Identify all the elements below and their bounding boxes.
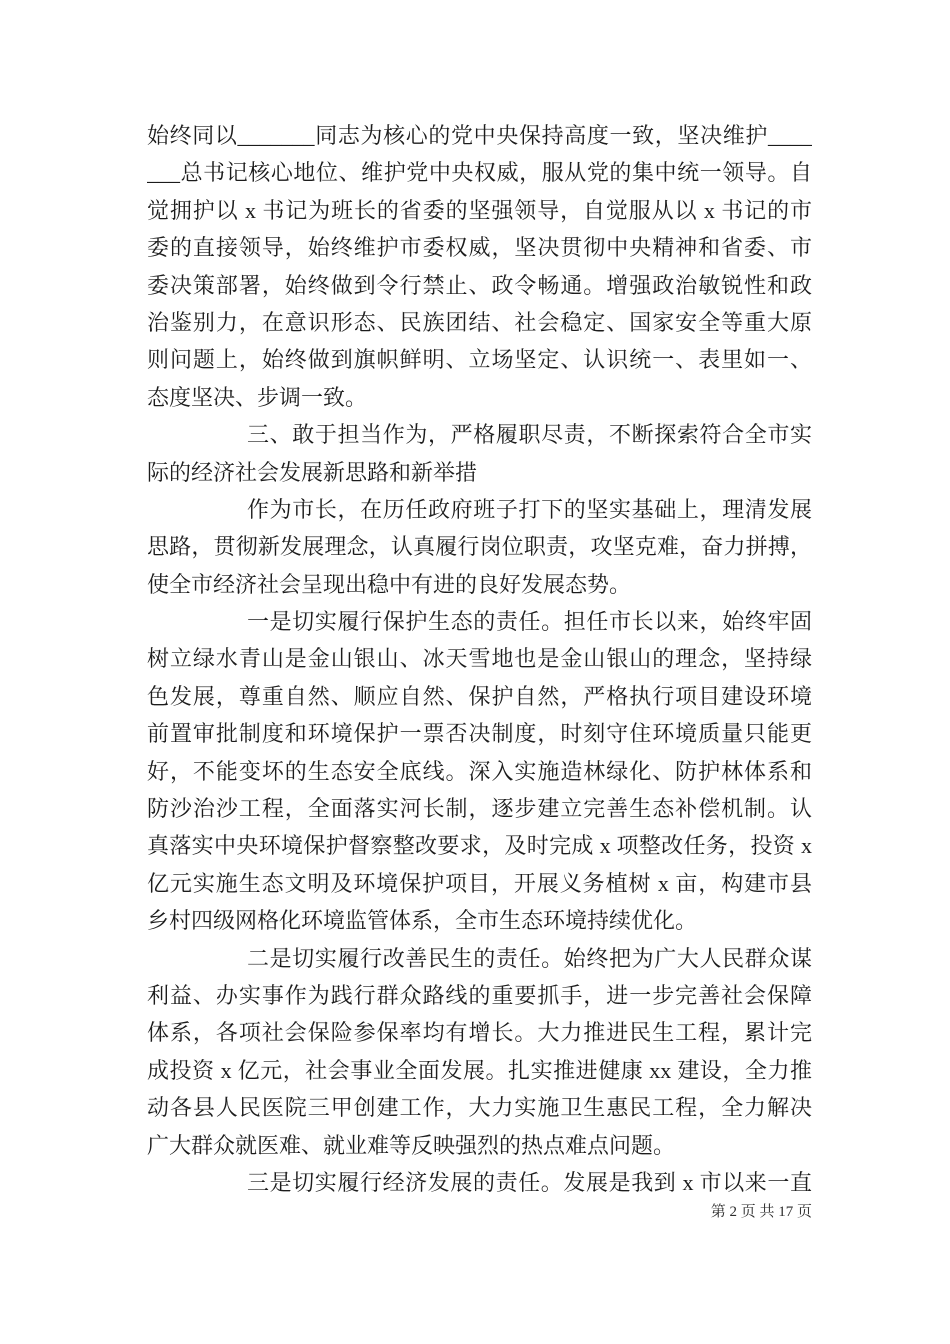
text-line: 三、敢于担当作为，严格履职尽责，不断探索符合全市实 xyxy=(247,422,812,448)
text-line: 态度坚决、步调一致。 xyxy=(147,384,368,410)
text-line: 思路，贯彻新发展理念，认真履行岗位职责，攻坚克难，奋力拼搏， xyxy=(147,534,812,560)
text-line: 使全市经济社会呈现出稳中有进的良好发展态势。 xyxy=(147,571,632,597)
text-line: 成投资 x 亿元，社会事业全面发展。扎实推进健康 xx 建设，全力推 xyxy=(147,1057,812,1083)
text-line: 前置审批制度和环境保护一票否决制度，时刻守住环境质量只能更 xyxy=(147,721,812,747)
text-line: ___总书记核心地位、维护党中央权威，服从党的集中统一领导。自 xyxy=(147,160,812,186)
text-line: 作为市长，在历任政府班子打下的坚实基础上，理清发展 xyxy=(247,496,812,522)
text-line: 色发展，尊重自然、顺应自然、保护自然，严格执行项目建设环境 xyxy=(147,683,812,709)
text-line: 体系，各项社会保险参保率均有增长。大力推进民生工程，累计完 xyxy=(147,1020,812,1046)
text-line: 利益、办实事作为践行群众路线的重要抓手，进一步完善社会保障 xyxy=(147,982,812,1008)
text-line: 治鉴别力，在意识形态、民族团结、社会稳定、国家安全等重大原 xyxy=(147,309,812,335)
text-line: 防沙治沙工程，全面落实河长制，逐步建立完善生态补偿机制。认 xyxy=(147,796,812,822)
text-line: 际的经济社会发展新思路和新举措 xyxy=(147,459,478,485)
text-line: 觉拥护以 x 书记为班长的省委的坚强领导，自觉服从以 x 书记的市 xyxy=(147,197,812,223)
page-number-footer: 第 2 页 共 17 页 xyxy=(710,1204,812,1220)
text-line: 好，不能变坏的生态安全底线。深入实施造林绿化、防护林体系和 xyxy=(147,758,812,784)
text-line: 委的直接领导，始终维护市委权威，坚决贯彻中央精神和省委、市 xyxy=(147,235,812,261)
document-body xyxy=(147,117,812,1201)
text-line: 三是切实履行经济发展的责任。发展是我到 x 市以来一直 xyxy=(247,1169,812,1195)
text-line: 一是切实履行保护生态的责任。担任市长以来，始终牢固 xyxy=(247,609,812,635)
text-line: 委决策部署，始终做到令行禁止、政令畅通。增强政治敏锐性和政 xyxy=(147,272,812,298)
text-line: 广大群众就医难、就业难等反映强烈的热点难点问题。 xyxy=(147,1132,676,1158)
text-line: 二是切实履行改善民生的责任。始终把为广大人民群众谋 xyxy=(247,945,812,971)
text-line: 亿元实施生态文明及环境保护项目，开展义务植树 x 亩，构建市县 xyxy=(147,870,812,896)
text-line: 动各县人民医院三甲创建工作，大力实施卫生惠民工程，全力解决 xyxy=(147,1095,812,1121)
text-line: 乡村四级网格化环境监管体系，全市生态环境持续优化。 xyxy=(147,908,698,934)
text-line: 始终同以_______同志为核心的党中央保持高度一致，坚决维护____ xyxy=(147,123,812,148)
text-line: 则问题上，始终做到旗帜鲜明、立场坚定、认识统一、表里如一、 xyxy=(147,347,812,373)
text-line: 树立绿水青山是金山银山、冰天雪地也是金山银山的理念，坚持绿 xyxy=(147,646,812,672)
text-line: 真落实中央环境保护督察整改要求，及时完成 x 项整改任务，投资 x xyxy=(147,833,812,859)
